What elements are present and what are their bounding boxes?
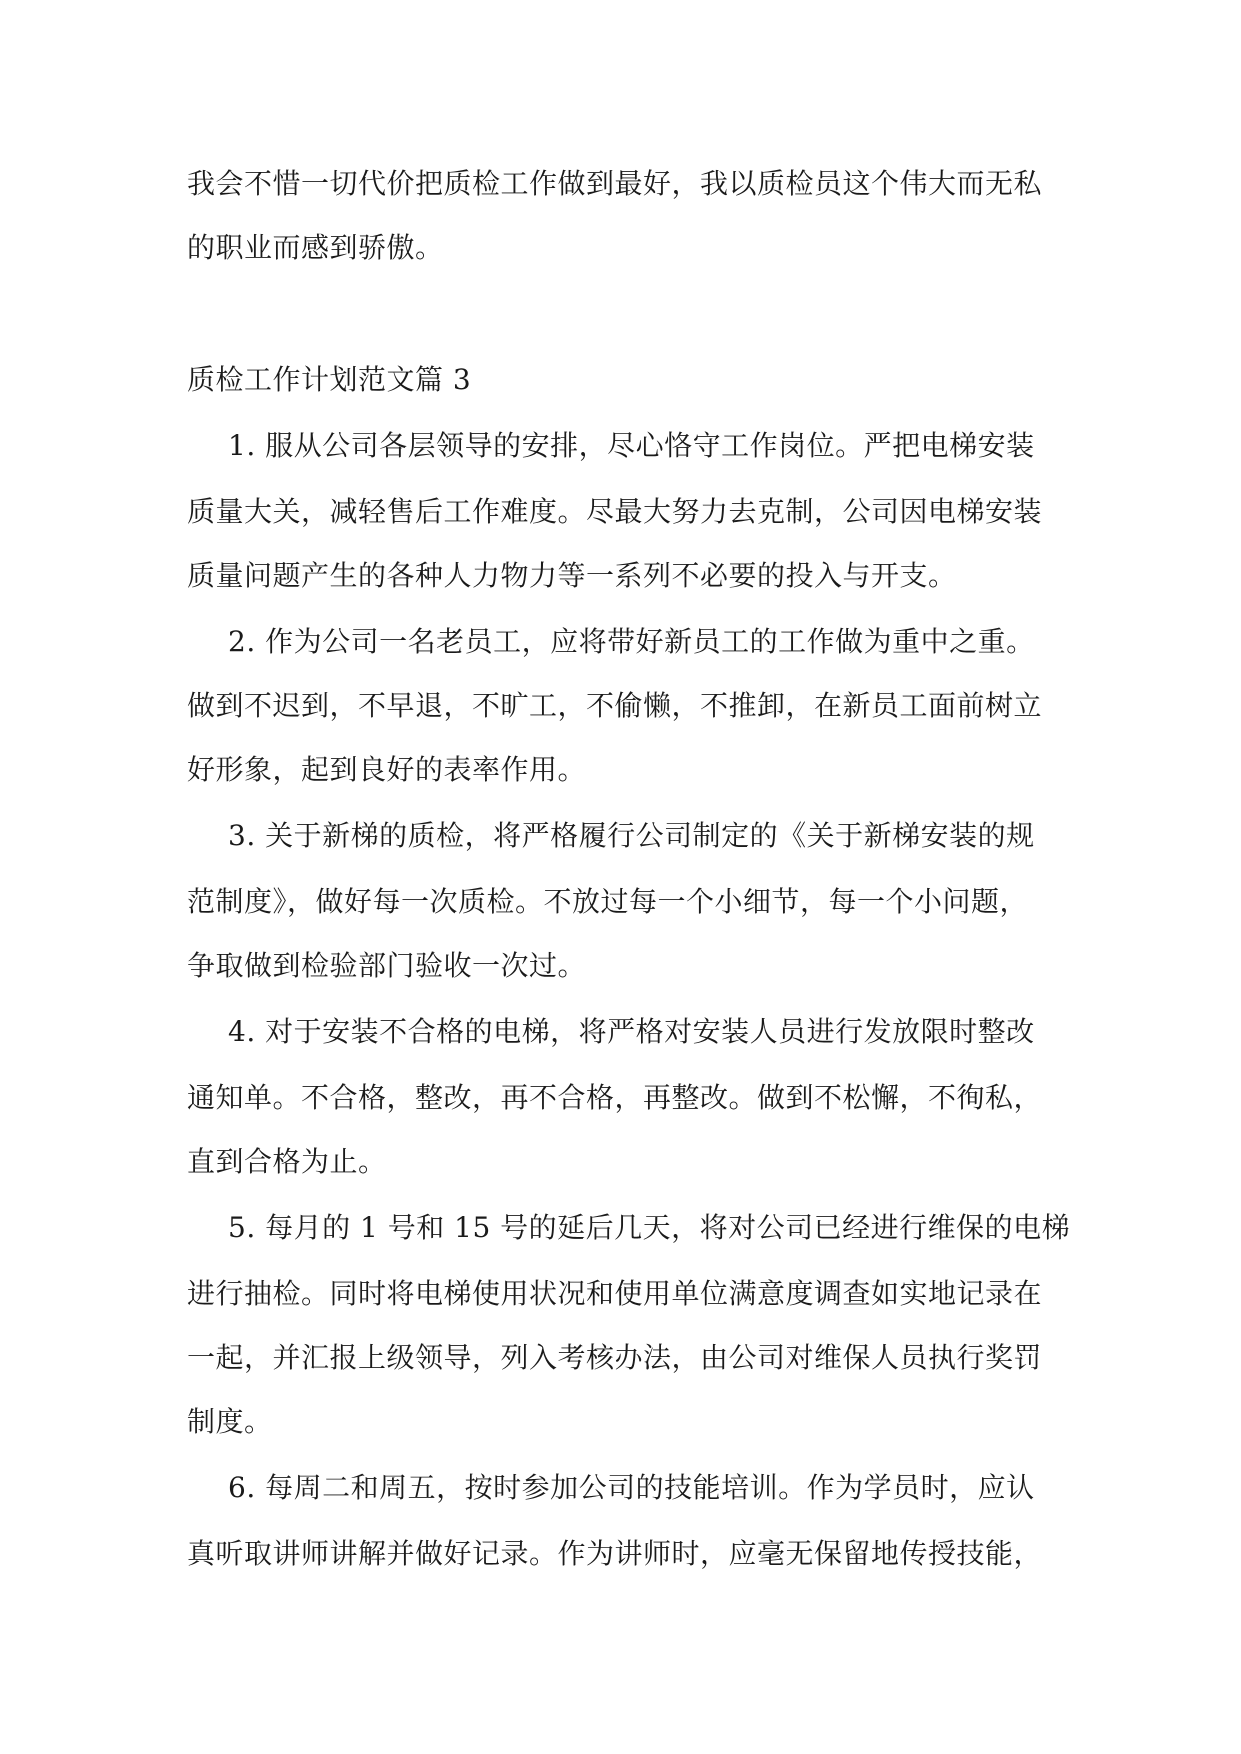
paragraph-line: 我会不惜一切代价把质检工作做到最好，我以质检员这个伟大而无私 [187, 167, 1043, 200]
paragraph-line: 通知单。不合格，整改，再不合格，再整改。做到不松懈，不徇私， [187, 1081, 1043, 1114]
paragraph-line: 一起，并汇报上级领导，列入考核办法，由公司对维保人员执行奖罚 [187, 1341, 1043, 1374]
paragraph-line: 做到不迟到，不早退，不旷工，不偷懒，不推卸，在新员工面前树立 [187, 689, 1043, 722]
paragraph-line: 4. 对于安装不合格的电梯，将严格对安装人员进行发放限时整改 [228, 1015, 1035, 1048]
paragraph-line: 好形象，起到良好的表率作用。 [187, 753, 587, 786]
paragraph-line: 6. 每周二和周五，按时参加公司的技能培训。作为学员时，应认 [228, 1471, 1035, 1504]
paragraph-line: 真听取讲师讲解并做好记录。作为讲师时，应毫无保留地传授技能， [187, 1537, 1043, 1570]
paragraph-line: 争取做到检验部门验收一次过。 [187, 949, 587, 982]
paragraph-line: 1. 服从公司各层领导的安排，尽心恪守工作岗位。严把电梯安装 [228, 429, 1035, 462]
paragraph-line: 2. 作为公司一名老员工，应将带好新员工的工作做为重中之重。 [228, 625, 1035, 658]
paragraph-line: 质量大关，减轻售后工作难度。尽最大努力去克制，公司因电梯安装 [187, 495, 1043, 528]
paragraph-line: 直到合格为止。 [187, 1145, 387, 1178]
paragraph-line: 3. 关于新梯的质检，将严格履行公司制定的《关于新梯安装的规 [228, 819, 1035, 852]
paragraph-line: 进行抽检。同时将电梯使用状况和使用单位满意度调查如实地记录在 [187, 1277, 1043, 1310]
paragraph-line: 的职业而感到骄傲。 [187, 231, 444, 264]
paragraph-line: 制度。 [187, 1405, 273, 1438]
section-heading: 质检工作计划范文篇 3 [187, 363, 472, 396]
paragraph-line: 范制度》，做好每一次质检。不放过每一个小细节，每一个小问题， [187, 885, 1029, 918]
paragraph-line: 5. 每月的 1 号和 15 号的延后几天，将对公司已经进行维保的电梯 [228, 1211, 1071, 1244]
paragraph-line: 质量问题产生的各种人力物力等一系列不必要的投入与开支。 [187, 559, 957, 592]
